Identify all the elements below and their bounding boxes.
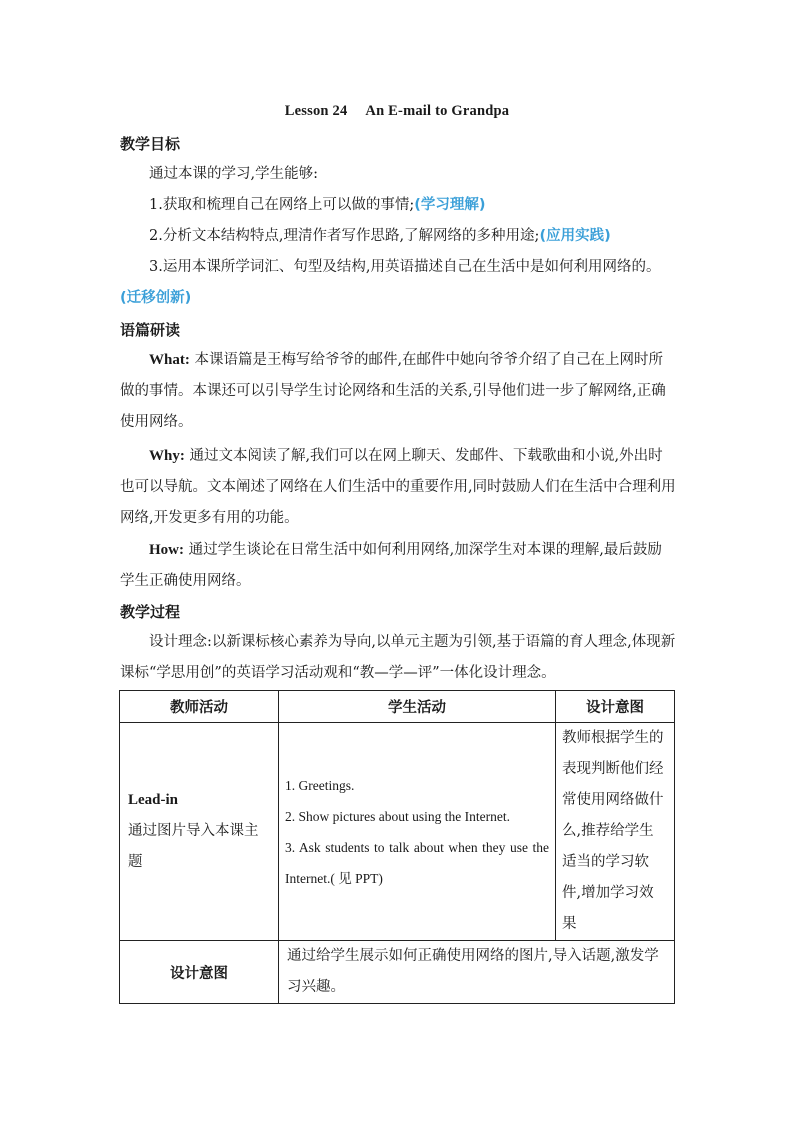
- objective-tag-2: (应用实践): [539, 228, 611, 244]
- objectives-heading: 教学目标: [120, 135, 181, 153]
- table-row: [120, 941, 675, 1004]
- what-label: What:: [149, 352, 190, 368]
- student-step-3: 3. Ask students to talk about when they use the Internet.( 见 PPT): [285, 839, 549, 886]
- objectives-intro: 通过本课的学习,学生能够:: [149, 166, 318, 182]
- student-activity-cell: [279, 723, 556, 941]
- objective-item-3: 3.运用本课所学词汇、句型及结构,用英语描述自己在生活中是如何利用网络的。(迁移创新): [120, 259, 661, 306]
- student-step-2: 2. Show pictures about using the Internet.: [285, 808, 510, 824]
- design-intent-cell: 教师根据学生的表现判断他们经常使用网络做什么,推荐给学生适当的学习软件,增加学习效果: [556, 723, 675, 941]
- summary-text: 通过给学生展示如何正确使用网络的图片,导入话题,激发学习兴趣。: [279, 941, 675, 1004]
- analysis-why: Why: 通过文本阅读了解,我们可以在网上聊天、发邮件、下载歌曲和小说,外出时也可以导航。文本阐述了网络在人们生活中的重要作用,同时鼓励人们在生活中合理利用网络,开发更多有用的功能。: [120, 448, 676, 526]
- lesson-number: Lesson 24: [284, 103, 348, 119]
- summary-label: 设计意图: [120, 941, 279, 1004]
- objective-item-2: 2.分析文本结构特点,理清作者写作思路,了解网络的多种用途;(应用实践): [149, 228, 611, 244]
- objective-item-1: 1.获取和梳理自己在网络上可以做的事情;(学习理解): [149, 197, 486, 213]
- lead-in-label: Lead-in: [128, 792, 179, 808]
- lesson-name: An E-mail to Grandpa: [365, 103, 510, 119]
- analysis-what: What: 本课语篇是王梅写给爷爷的邮件,在邮件中她向爷爷介绍了自己在上网时所做的事情。本课还可以引导学生讨论网络和生活的关系,引导他们进一步了解网络,正确使用网络。: [120, 352, 666, 430]
- objective-tag-1: (学习理解): [414, 197, 486, 213]
- lead-in-text: 通过图片导入本课主题: [128, 823, 259, 870]
- objective-tag-3: (迁移创新): [120, 290, 192, 306]
- process-heading: 教学过程: [120, 603, 181, 621]
- table-row: [120, 723, 675, 941]
- analysis-how: How: 通过学生谈论在日常生活中如何利用网络,加深学生对本课的理解,最后鼓励学生正确使用网络。: [120, 542, 662, 589]
- table-header-row: [120, 691, 675, 723]
- teacher-activity-cell: [120, 723, 279, 941]
- how-label: How:: [149, 542, 184, 558]
- header-intent: 设计意图: [556, 691, 675, 723]
- student-step-1: 1. Greetings.: [285, 777, 355, 793]
- header-teacher: 教师活动: [120, 691, 279, 723]
- lesson-title: [0, 103, 794, 120]
- header-student: 学生活动: [279, 691, 556, 723]
- analysis-heading: 语篇研读: [120, 321, 181, 339]
- activity-table: [119, 690, 675, 1004]
- design-concept: 设计理念:以新课标核心素养为导向,以单元主题为引领,基于语篇的育人理念,体现新课标“学思用创”的英语学习活动观和“教—学—评”一体化设计理念。: [120, 634, 676, 681]
- why-label: Why:: [149, 448, 185, 464]
